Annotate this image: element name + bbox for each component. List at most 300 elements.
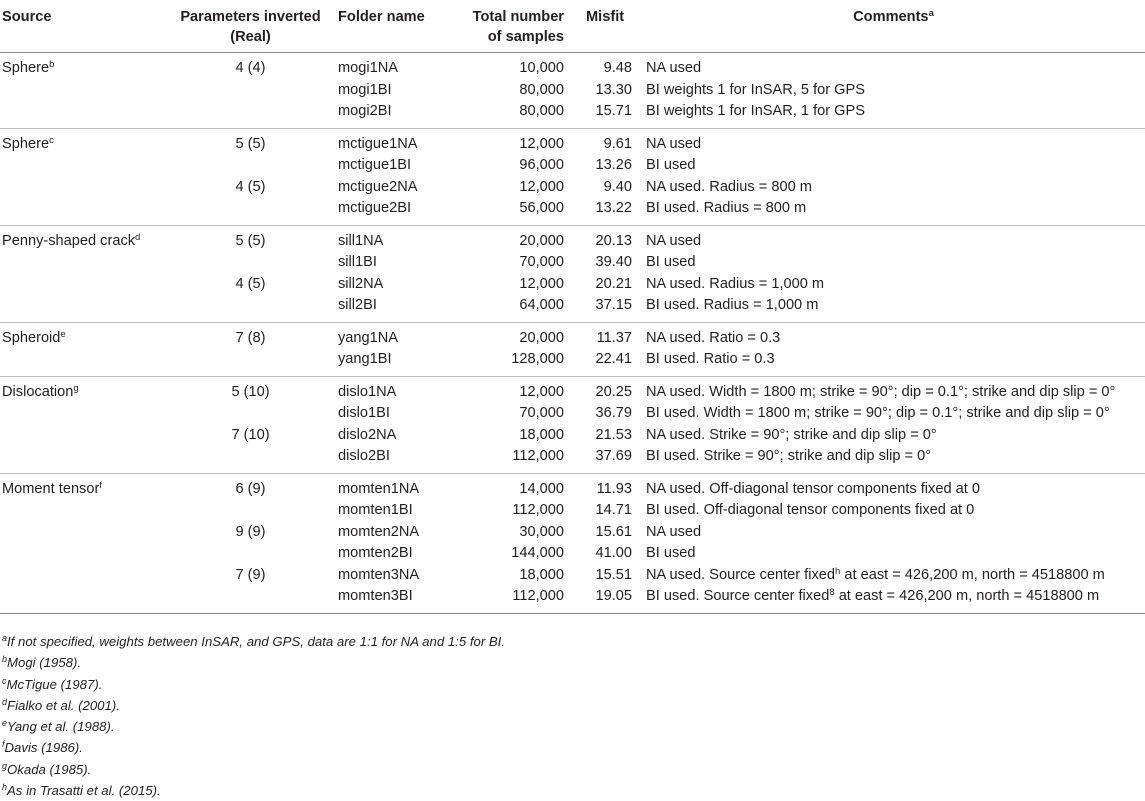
comment-tail: at east = 426,200 m, north = 4518800 m	[840, 566, 1105, 583]
table-row	[0, 500, 1145, 522]
samples-cell-text: 80,000	[519, 103, 564, 119]
misfit-cell	[576, 473, 642, 500]
comment-cell	[642, 53, 1145, 80]
params-cell-text: 5 (5)	[235, 232, 266, 249]
table-row	[0, 586, 1145, 613]
table-row	[0, 522, 1145, 544]
table-row	[0, 177, 1145, 199]
samples-cell-text: 56,000	[519, 200, 564, 216]
samples-cell-text: 70,000	[519, 254, 564, 270]
samples-cell-text: 144,000	[511, 545, 564, 561]
footnote	[2, 674, 505, 695]
misfit-cell	[576, 128, 642, 155]
footnote-text: Okada (1985).	[7, 761, 92, 777]
folder-cell	[334, 177, 444, 199]
footnote-text: If not specified, weights between InSAR, and GPS, data are 1:1 for NA and 1:5 for BI.	[7, 634, 506, 649]
folder-cell	[334, 101, 444, 128]
samples-cell-text: 20,000	[519, 329, 564, 346]
folder-cell	[334, 446, 444, 473]
comment-cell-text: BI used	[646, 254, 696, 270]
table-row	[0, 252, 1145, 274]
table-row	[0, 53, 1145, 80]
source-group	[0, 322, 1145, 376]
params-cell	[167, 425, 334, 447]
params-cell-text: 7 (10)	[231, 426, 270, 443]
table-row	[0, 446, 1145, 473]
folder-cell	[334, 53, 444, 80]
comment-cell	[642, 543, 1145, 565]
misfit-cell	[576, 425, 642, 447]
footnote-mark: g	[2, 760, 8, 771]
comment-cell-text: BI used	[646, 157, 696, 173]
source-cell	[0, 349, 167, 376]
folder-cell-text: dislo2BI	[338, 448, 390, 464]
samples-cell	[444, 446, 576, 473]
header-total	[444, 0, 576, 53]
folder-cell-text: momten3NA	[338, 566, 420, 583]
misfit-cell-text: 39.40	[595, 254, 632, 270]
misfit-cell-text: 11.93	[596, 480, 632, 497]
misfit-cell-text: 13.30	[595, 81, 632, 98]
footnote-mark: d	[2, 696, 8, 707]
params-cell-text: 7 (9)	[235, 566, 266, 583]
misfit-cell	[576, 349, 642, 376]
params-cell	[167, 565, 334, 587]
folder-cell-text: sill2BI	[338, 297, 377, 313]
params-cell	[167, 80, 334, 102]
samples-cell	[444, 349, 576, 376]
misfit-cell-text: 11.37	[596, 329, 632, 346]
params-cell	[167, 252, 334, 274]
source-group	[0, 53, 1145, 129]
samples-cell	[444, 403, 576, 425]
folder-cell-text: sill1NA	[338, 232, 384, 249]
table-row	[0, 425, 1145, 447]
misfit-cell-text: 20.21	[595, 275, 632, 292]
samples-cell-text: 128,000	[511, 351, 564, 367]
header-total-line2: of samples	[487, 29, 564, 45]
source-cell	[0, 155, 167, 177]
folder-cell	[334, 225, 444, 252]
misfit-cell-text: 22.41	[595, 351, 632, 367]
footnotes	[2, 631, 505, 801]
comment-cell-text: BI used. Source center fixed	[646, 588, 830, 604]
params-cell	[167, 101, 334, 128]
params-cell	[167, 586, 334, 613]
comment-cell	[642, 101, 1145, 128]
footnote-text: Mogi (1958).	[7, 655, 82, 671]
table-row	[0, 349, 1145, 376]
source-cell	[0, 473, 167, 500]
source-cell	[0, 376, 167, 403]
source-cell-text: Sphere	[2, 60, 50, 76]
misfit-cell-text: 20.25	[595, 383, 632, 400]
table-row	[0, 403, 1145, 425]
table-row	[0, 274, 1145, 296]
folder-cell-text: dislo2NA	[338, 426, 397, 443]
comment-cell-text: NA used. Ratio = 0.3	[646, 329, 781, 346]
misfit-cell-text: 20.13	[595, 232, 632, 249]
params-cell-text: 9 (9)	[235, 523, 266, 540]
folder-cell	[334, 295, 444, 322]
comment-cell	[642, 295, 1145, 322]
samples-cell	[444, 322, 576, 349]
source-cell	[0, 101, 167, 128]
params-cell-text: 4 (4)	[235, 60, 266, 76]
params-cell	[167, 155, 334, 177]
source-footnote-mark: d	[135, 231, 141, 243]
folder-cell-text: mctigue1BI	[338, 157, 412, 173]
folder-cell	[334, 80, 444, 102]
comment-cell	[642, 322, 1145, 349]
source-cell	[0, 565, 167, 587]
samples-cell	[444, 225, 576, 252]
folder-cell	[334, 500, 444, 522]
params-cell	[167, 446, 334, 473]
comment-cell-text: BI used. Width = 1800 m; strike = 90°; dip = 0.1°; strike and dip slip = 0°	[646, 405, 1110, 421]
footnote-mark: e	[2, 718, 8, 729]
params-cell	[167, 225, 334, 252]
samples-cell	[444, 274, 576, 296]
comment-cell	[642, 586, 1145, 613]
params-cell	[167, 274, 334, 296]
misfit-cell	[576, 198, 642, 225]
folder-cell-text: mctigue1NA	[338, 135, 418, 152]
table-row	[0, 80, 1145, 102]
table-row	[0, 543, 1145, 565]
source-group	[0, 473, 1145, 613]
source-cell	[0, 322, 167, 349]
folder-cell-text: mctigue2BI	[338, 200, 412, 216]
source-cell	[0, 53, 167, 80]
comment-cell	[642, 177, 1145, 199]
samples-cell-text: 14,000	[519, 480, 564, 497]
source-group	[0, 128, 1145, 225]
folder-cell-text: mctigue2NA	[338, 178, 418, 195]
comment-cell	[642, 522, 1145, 544]
samples-cell	[444, 295, 576, 322]
header-source: Source	[0, 0, 167, 53]
misfit-cell-text: 13.26	[595, 157, 632, 173]
table-row	[0, 198, 1145, 225]
source-cell-text: Dislocation	[2, 383, 74, 400]
params-cell	[167, 376, 334, 403]
misfit-cell-text: 19.05	[595, 588, 632, 604]
samples-cell-text: 12,000	[519, 275, 564, 292]
comment-cell-text: NA used. Radius = 1,000 m	[646, 275, 825, 292]
source-cell	[0, 522, 167, 544]
misfit-cell-text: 9.61	[603, 135, 632, 152]
source-group	[0, 376, 1145, 473]
source-cell	[0, 295, 167, 322]
comment-cell-text: BI used. Radius = 800 m	[646, 200, 807, 216]
samples-cell	[444, 80, 576, 102]
comment-cell	[642, 274, 1145, 296]
header-comments	[642, 0, 1145, 53]
header-params-line2: (Real)	[230, 29, 271, 45]
comment-cell	[642, 128, 1145, 155]
samples-cell-text: 12,000	[519, 383, 564, 400]
folder-cell	[334, 522, 444, 544]
folder-cell	[334, 403, 444, 425]
misfit-cell-text: 15.61	[595, 523, 632, 540]
header-params-line1: Parameters inverted	[180, 9, 321, 25]
samples-cell-text: 112,000	[512, 502, 564, 518]
table-row	[0, 128, 1145, 155]
params-cell	[167, 473, 334, 500]
folder-cell-text: yang1BI	[338, 351, 392, 367]
source-cell	[0, 252, 167, 274]
misfit-cell	[576, 101, 642, 128]
header-row	[0, 0, 1145, 53]
folder-cell-text: dislo1NA	[338, 383, 397, 400]
folder-cell	[334, 425, 444, 447]
params-cell	[167, 500, 334, 522]
footnote-mark: c	[2, 675, 7, 686]
samples-cell	[444, 53, 576, 80]
comment-cell	[642, 252, 1145, 274]
samples-cell	[444, 101, 576, 128]
folder-cell	[334, 252, 444, 274]
folder-cell-text: mogi1NA	[338, 60, 399, 76]
samples-cell-text: 96,000	[519, 157, 564, 173]
misfit-cell-text: 15.71	[595, 103, 632, 119]
params-cell-text: 4 (5)	[235, 178, 266, 195]
misfit-cell	[576, 403, 642, 425]
footnote-text: Yang et al. (1988).	[7, 719, 115, 735]
comment-cell	[642, 80, 1145, 102]
misfit-cell	[576, 274, 642, 296]
table-row	[0, 295, 1145, 322]
source-footnote-mark: c	[49, 134, 54, 146]
samples-cell-text: 80,000	[519, 81, 564, 98]
params-cell	[167, 349, 334, 376]
footnote-text: Fialko et al. (2001).	[7, 697, 120, 713]
comment-cell	[642, 500, 1145, 522]
comment-footnote-mark: h	[835, 565, 841, 577]
misfit-cell	[576, 155, 642, 177]
source-footnote-mark: e	[60, 328, 66, 340]
samples-cell	[444, 376, 576, 403]
comment-cell	[642, 425, 1145, 447]
folder-cell-text: dislo1BI	[338, 405, 390, 421]
misfit-cell	[576, 177, 642, 199]
samples-cell	[444, 522, 576, 544]
header-comments-label: Comments	[853, 9, 929, 25]
comment-cell-text: BI weights 1 for InSAR, 1 for GPS	[646, 103, 865, 119]
source-cell-text: Spheroid	[2, 329, 61, 346]
samples-cell-text: 10,000	[519, 60, 564, 76]
footnote	[2, 716, 505, 737]
misfit-cell-text: 37.15	[595, 297, 632, 313]
params-cell	[167, 322, 334, 349]
misfit-cell	[576, 500, 642, 522]
params-cell	[167, 295, 334, 322]
samples-cell-text: 112,000	[512, 588, 564, 604]
source-group	[0, 225, 1145, 322]
folder-cell	[334, 376, 444, 403]
comment-cell-text: NA used. Radius = 800 m	[646, 178, 812, 195]
misfit-cell	[576, 565, 642, 587]
source-footnote-mark: b	[49, 59, 55, 70]
params-cell-text: 5 (10)	[231, 383, 270, 400]
header-comments-sup: a	[928, 8, 934, 19]
comment-cell	[642, 376, 1145, 403]
params-cell-text: 5 (5)	[235, 135, 266, 152]
comment-cell-text: NA used. Source center fixed	[646, 566, 836, 583]
folder-cell-text: momten1BI	[338, 502, 413, 518]
samples-cell	[444, 177, 576, 199]
samples-cell	[444, 198, 576, 225]
misfit-cell-text: 37.69	[595, 448, 632, 464]
folder-cell	[334, 473, 444, 500]
params-cell-text: 6 (9)	[235, 480, 266, 497]
params-cell	[167, 177, 334, 199]
samples-cell	[444, 252, 576, 274]
table-row	[0, 155, 1145, 177]
samples-cell-text: 18,000	[519, 426, 564, 443]
footnote	[2, 737, 505, 758]
comment-cell-text: BI weights 1 for InSAR, 5 for GPS	[646, 81, 865, 98]
table-row	[0, 322, 1145, 349]
samples-cell-text: 18,000	[519, 566, 564, 583]
params-cell	[167, 128, 334, 155]
misfit-cell	[576, 252, 642, 274]
comment-cell-text: NA used. Off-diagonal tensor components fixed at 0	[646, 480, 980, 497]
source-cell	[0, 586, 167, 613]
table-row	[0, 376, 1145, 403]
misfit-cell-text: 13.22	[595, 200, 632, 216]
samples-cell	[444, 565, 576, 587]
source-cell	[0, 500, 167, 522]
samples-cell-text: 30,000	[519, 523, 564, 540]
folder-cell-text: mogi1BI	[338, 81, 392, 98]
folder-cell	[334, 322, 444, 349]
comment-cell	[642, 349, 1145, 376]
comment-cell-text: BI used. Off-diagonal tensor components fixed at 0	[646, 502, 975, 518]
misfit-cell	[576, 586, 642, 613]
comment-tail: at east = 426,200 m, north = 4518800 m	[834, 588, 1100, 604]
params-cell	[167, 53, 334, 80]
comment-cell	[642, 473, 1145, 500]
footnote	[2, 652, 505, 673]
comment-cell	[642, 565, 1145, 587]
misfit-cell	[576, 80, 642, 102]
source-cell	[0, 177, 167, 199]
params-cell	[167, 522, 334, 544]
comment-cell-text: BI used	[646, 545, 696, 561]
misfit-cell	[576, 53, 642, 80]
header-params	[167, 0, 334, 53]
comment-cell	[642, 155, 1145, 177]
misfit-cell	[576, 322, 642, 349]
source-cell	[0, 425, 167, 447]
comment-cell-text: BI used. Ratio = 0.3	[646, 351, 775, 367]
header-misfit: Misfit	[576, 0, 642, 53]
comment-cell	[642, 403, 1145, 425]
folder-cell	[334, 543, 444, 565]
folder-cell	[334, 349, 444, 376]
source-cell	[0, 225, 167, 252]
misfit-cell-text: 9.48	[603, 60, 632, 76]
params-cell	[167, 198, 334, 225]
comment-cell-text: NA used. Width = 1800 m; strike = 90°; dip = 0.1°; strike and dip slip = 0°	[646, 383, 1116, 400]
comment-cell-text: NA used	[646, 523, 702, 540]
samples-cell	[444, 155, 576, 177]
folder-cell	[334, 565, 444, 587]
comment-cell-text: NA used	[646, 60, 702, 76]
folder-cell-text: momten1NA	[338, 480, 420, 497]
samples-cell	[444, 425, 576, 447]
params-cell-text: 4 (5)	[235, 275, 266, 292]
source-cell	[0, 80, 167, 102]
footnote-text: Davis (1986).	[4, 740, 83, 756]
footnote	[2, 759, 505, 780]
comment-footnote-mark: 8	[829, 587, 835, 598]
params-cell-text: 7 (8)	[235, 329, 266, 346]
params-cell	[167, 543, 334, 565]
comment-cell-text: NA used	[646, 232, 702, 249]
footnote	[2, 631, 505, 652]
folder-cell-text: yang1NA	[338, 329, 399, 346]
misfit-cell-text: 9.40	[603, 178, 632, 195]
folder-cell	[334, 155, 444, 177]
comment-cell-text: BI used. Radius = 1,000 m	[646, 297, 819, 313]
samples-cell-text: 64,000	[519, 297, 564, 313]
source-cell	[0, 446, 167, 473]
folder-cell-text: sill1BI	[338, 254, 377, 270]
comment-cell	[642, 198, 1145, 225]
misfit-cell-text: 14.71	[595, 502, 632, 518]
comment-cell	[642, 225, 1145, 252]
table-row	[0, 101, 1145, 128]
source-cell-text: Penny-shaped crack	[2, 232, 136, 249]
source-cell	[0, 403, 167, 425]
folder-cell	[334, 128, 444, 155]
table-row	[0, 225, 1145, 252]
misfit-cell	[576, 543, 642, 565]
misfit-cell-text: 41.00	[595, 545, 632, 561]
footnote-mark: a	[2, 633, 8, 643]
misfit-cell-text: 15.51	[595, 566, 632, 583]
footnote-text: As in Trasatti et al. (2015).	[7, 783, 161, 799]
source-cell	[0, 198, 167, 225]
footnote-mark: b	[2, 654, 8, 665]
table-row	[0, 565, 1145, 587]
samples-cell	[444, 473, 576, 500]
footnote-mark: h	[2, 782, 8, 793]
samples-cell-text: 12,000	[519, 135, 564, 152]
folder-cell-text: momten3BI	[338, 588, 413, 604]
folder-cell-text: momten2NA	[338, 523, 420, 540]
source-cell-text: Moment tensor	[2, 480, 100, 497]
misfit-cell	[576, 295, 642, 322]
misfit-cell	[576, 225, 642, 252]
comment-cell-text: BI used. Strike = 90°; strike and dip slip = 0°	[646, 448, 932, 464]
samples-cell	[444, 128, 576, 155]
source-footnote-mark: f	[99, 479, 102, 491]
source-footnote-mark: g	[73, 382, 79, 394]
folder-cell-text: mogi2BI	[338, 103, 392, 119]
folder-cell	[334, 274, 444, 296]
header-folder: Folder name	[334, 0, 444, 53]
misfit-cell-text: 36.79	[595, 405, 632, 421]
misfit-cell	[576, 522, 642, 544]
params-cell	[167, 403, 334, 425]
table-row	[0, 473, 1145, 500]
samples-cell-text: 112,000	[512, 448, 564, 464]
source-cell	[0, 274, 167, 296]
